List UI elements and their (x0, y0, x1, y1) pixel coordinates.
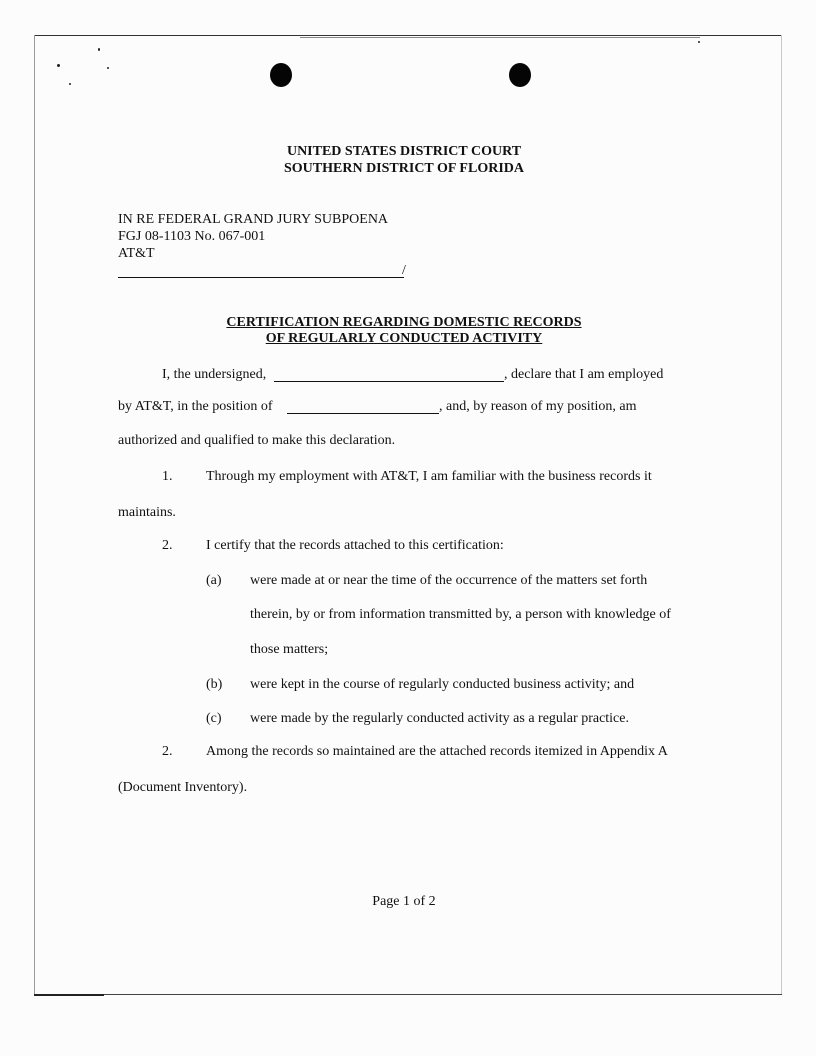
declarant-intro-end: , declare that I am employed (504, 367, 664, 382)
scan-speck (698, 41, 700, 43)
punch-hole-left (270, 63, 292, 87)
subitem-label: (c) (206, 711, 222, 726)
subitem-label: (b) (206, 677, 223, 692)
caption-matter: IN RE FEDERAL GRAND JURY SUBPOENA (118, 212, 389, 227)
scan-edge-right (781, 35, 782, 995)
scan-edge-top-inner (300, 37, 700, 38)
position-intro-end: , and, by reason of my position, am (439, 399, 637, 414)
item-number: 2. (162, 744, 173, 759)
scan-edge-bottom (34, 994, 782, 995)
subitem-text: were made by the regularly conducted activity as a regular practice. (250, 711, 629, 726)
subitem-text: were kept in the course of regularly conducted business activity; and (250, 677, 635, 692)
document-title-line2: OF REGULARLY CONDUCTED ACTIVITY (265, 331, 543, 346)
scan-edge-bottom-mark (34, 994, 104, 996)
authorization-statement: authorized and qualified to make this declaration. (118, 433, 396, 448)
item-number: 1. (162, 469, 173, 484)
document-title: CERTIFICATION REGARDING DOMESTIC RECORDS (226, 315, 582, 330)
item-text: I certify that the records attached to this certification: (206, 538, 504, 553)
subitem-label: (a) (206, 573, 222, 588)
scan-speck (69, 83, 71, 85)
scan-edge-left (34, 35, 35, 995)
item-text-continued: (Document Inventory). (118, 780, 248, 795)
court-district: SOUTHERN DISTRICT OF FLORIDA (284, 161, 524, 176)
item-text: Through my employment with AT&T, I am familiar with the business records it (206, 469, 652, 484)
position-blank[interactable] (287, 413, 439, 414)
scan-speck (107, 67, 109, 69)
declarant-intro: I, the undersigned, (162, 367, 267, 382)
caption-party: AT&T (118, 246, 155, 261)
subitem-text: those matters; (250, 642, 329, 657)
caption-rule (118, 277, 404, 278)
declarant-name-blank[interactable] (274, 381, 504, 382)
scan-speck (98, 48, 100, 51)
subitem-text: therein, by or from information transmitted by, a person with knowledge of (250, 607, 671, 622)
caption-case-number: FGJ 08-1103 No. 067-001 (118, 229, 266, 244)
caption-slash: / (402, 263, 406, 278)
item-number: 2. (162, 538, 173, 553)
position-intro: by AT&T, in the position of (118, 399, 273, 414)
scan-edge-top (34, 35, 782, 36)
item-text-continued: maintains. (118, 505, 176, 520)
court-name: UNITED STATES DISTRICT COURT (286, 144, 522, 159)
punch-hole-right (509, 63, 531, 87)
scan-speck (57, 64, 60, 67)
page-number: Page 1 of 2 (372, 894, 436, 909)
subitem-text: were made at or near the time of the occurrence of the matters set forth (250, 573, 648, 588)
item-text: Among the records so maintained are the attached records itemized in Appendix A (206, 744, 668, 759)
